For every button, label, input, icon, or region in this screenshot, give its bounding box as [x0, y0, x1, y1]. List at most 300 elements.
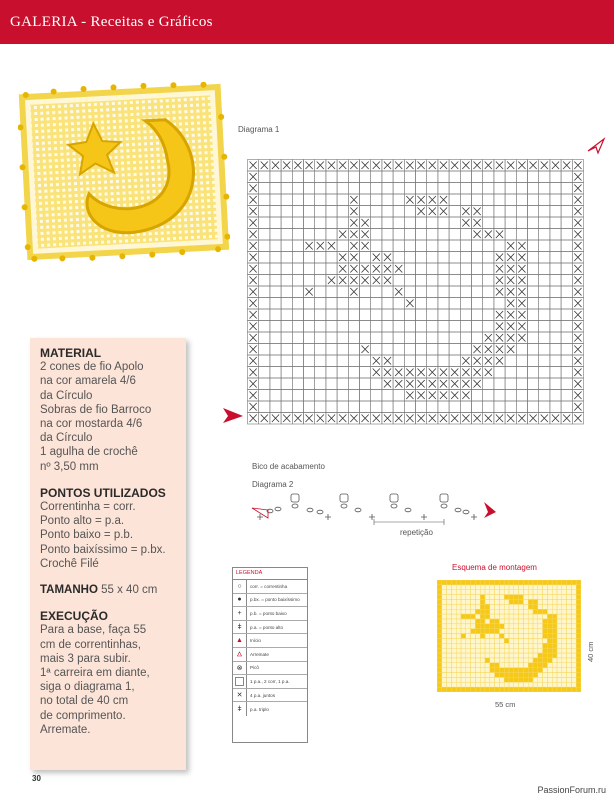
grid-cell: [449, 321, 460, 333]
grid-cell: [382, 390, 393, 402]
scheme-cell: [514, 673, 519, 678]
material-heading: MATERIAL: [40, 346, 102, 360]
filled-stitch: [462, 219, 469, 227]
double-crochet-icon: ǂ: [233, 621, 247, 634]
grid-cell: [505, 217, 516, 229]
legend-text: p.a. = ponto alto: [250, 624, 284, 630]
grid-cell: [304, 206, 315, 218]
grid-cell: [472, 332, 483, 344]
filled-stitch: [552, 162, 559, 170]
grid-cell: [416, 355, 427, 367]
scheme-cell: [504, 677, 509, 682]
scheme-cell: [437, 609, 442, 614]
grid-cell: [539, 194, 550, 206]
grid-cell: [472, 275, 483, 287]
filled-stitch: [496, 415, 503, 423]
grid-cell: [292, 344, 303, 356]
grid-cell: [281, 240, 292, 252]
legend-text: Picô: [250, 665, 259, 671]
grid-cell: [326, 332, 337, 344]
grid-cell: [505, 206, 516, 218]
grid-cell: [561, 263, 572, 275]
grid-cell: [292, 240, 303, 252]
grid-cell: [528, 321, 539, 333]
filled-stitch: [384, 357, 391, 365]
scheme-cell: [485, 687, 490, 692]
grid-cell: [438, 298, 449, 310]
grid-cell: [472, 298, 483, 310]
filled-stitch: [250, 208, 257, 216]
grid-cell: [561, 332, 572, 344]
scheme-cell: [437, 687, 442, 692]
scheme-cell: [528, 673, 533, 678]
grid-cell: [494, 367, 505, 379]
grid-cell: [360, 183, 371, 195]
filled-stitch: [429, 196, 436, 204]
grid-cell: [304, 263, 315, 275]
filled-stitch: [574, 231, 581, 239]
grid-cell: [460, 263, 471, 275]
filled-stitch: [250, 323, 257, 331]
grid-cell: [550, 378, 561, 390]
grid-cell: [561, 217, 572, 229]
grid-cell: [561, 229, 572, 241]
scheme-cell: [466, 687, 471, 692]
scheme-cell: [480, 604, 485, 609]
scheme-cell: [552, 580, 557, 585]
filled-stitch: [518, 242, 525, 250]
grid-cell: [416, 183, 427, 195]
filled-stitch: [418, 196, 425, 204]
grid-cell: [304, 344, 315, 356]
grid-cell: [259, 390, 270, 402]
filled-stitch: [406, 415, 413, 423]
grid-cell: [360, 194, 371, 206]
grid-cell: [483, 240, 494, 252]
grid-cell: [326, 344, 337, 356]
chain-icon: ○: [233, 580, 247, 593]
filled-stitch: [518, 334, 525, 342]
grid-cell: [449, 344, 460, 356]
grid-cell: [270, 286, 281, 298]
scheme-cell: [543, 629, 548, 634]
scheme-cell: [490, 629, 495, 634]
filled-stitch: [250, 415, 257, 423]
scheme-cell: [495, 580, 500, 585]
pontos-heading: PONTOS UTILIZADOS: [40, 485, 166, 500]
grid-cell: [505, 194, 516, 206]
assembly-scheme: [437, 580, 581, 692]
filled-stitch: [395, 265, 402, 273]
grid-cell: [438, 321, 449, 333]
scheme-cell: [475, 619, 480, 624]
filled-stitch: [429, 392, 436, 400]
scheme-cell: [475, 687, 480, 692]
grid-cell: [292, 171, 303, 183]
grid-cell: [483, 183, 494, 195]
grid-cell: [360, 252, 371, 264]
scheme-cell: [437, 673, 442, 678]
grid-cell: [404, 217, 415, 229]
grid-cell: [326, 378, 337, 390]
grid-cell: [315, 321, 326, 333]
grid-cell: [494, 390, 505, 402]
grid-cell: [382, 171, 393, 183]
grid-cell: [304, 390, 315, 402]
scheme-cell: [437, 585, 442, 590]
filled-stitch: [485, 369, 492, 377]
scheme-cell: [576, 599, 581, 604]
filled-stitch: [362, 277, 369, 285]
grid-cell: [281, 344, 292, 356]
scheme-title: Esquema de montagem: [452, 563, 537, 572]
grid-cell: [382, 194, 393, 206]
grid-cell: [304, 401, 315, 413]
scheme-cell: [547, 653, 552, 658]
filled-stitch: [485, 162, 492, 170]
filled-stitch: [462, 415, 469, 423]
grid-cell: [550, 240, 561, 252]
grid-cell: [360, 332, 371, 344]
material-line: 1 agulha de crochê: [40, 446, 138, 459]
filled-stitch: [574, 277, 581, 285]
grid-cell: [550, 321, 561, 333]
scheme-cell: [519, 687, 524, 692]
filled-stitch: [462, 369, 469, 377]
grid-cell: [483, 286, 494, 298]
scheme-cell: [485, 614, 490, 619]
grid-cell: [528, 390, 539, 402]
scheme-cell: [547, 658, 552, 663]
scheme-cell: [576, 682, 581, 687]
grid-cell: [427, 229, 438, 241]
filled-stitch: [518, 311, 525, 319]
grid-cell: [404, 206, 415, 218]
grid-cell: [360, 355, 371, 367]
grid-cell: [259, 171, 270, 183]
grid-cell: [505, 229, 516, 241]
filled-stitch: [406, 196, 413, 204]
grid-cell: [460, 229, 471, 241]
grid-cell: [382, 321, 393, 333]
scheme-cell: [499, 580, 504, 585]
grid-cell: [337, 378, 348, 390]
filled-stitch: [462, 380, 469, 388]
material-box: [30, 338, 186, 770]
execucao-line: 1ª carreira em diante,: [40, 667, 150, 680]
grid-cell: [528, 229, 539, 241]
grid-cell: [304, 194, 315, 206]
grid-cell: [371, 378, 382, 390]
scheme-cell: [495, 668, 500, 673]
tamanho-row: [40, 583, 176, 597]
grid-cell: [315, 252, 326, 264]
filled-stitch: [574, 346, 581, 354]
filled-stitch: [518, 265, 525, 273]
scheme-cell: [576, 668, 581, 673]
grid-cell: [348, 183, 359, 195]
grid-cell: [505, 390, 516, 402]
filled-stitch: [406, 300, 413, 308]
grid-cell: [259, 332, 270, 344]
grid-cell: [337, 367, 348, 379]
filled-stitch: [451, 380, 458, 388]
grid-cell: [281, 355, 292, 367]
grid-cell: [438, 217, 449, 229]
grid-cell: [539, 309, 550, 321]
scheme-cell: [543, 687, 548, 692]
scheme-cell: [442, 687, 447, 692]
grid-cell: [449, 183, 460, 195]
filled-stitch: [485, 415, 492, 423]
scheme-cell: [437, 658, 442, 663]
scheme-cell: [576, 614, 581, 619]
filled-stitch: [384, 415, 391, 423]
grid-cell: [304, 355, 315, 367]
filled-stitch: [474, 346, 481, 354]
grid-cell: [550, 229, 561, 241]
grid-cell: [416, 240, 427, 252]
scheme-cell: [552, 643, 557, 648]
filled-stitch: [384, 369, 391, 377]
cluster-icon: ✕: [233, 689, 247, 702]
grid-cell: [416, 344, 427, 356]
filled-stitch: [250, 196, 257, 204]
filled-stitch: [574, 392, 581, 400]
legend-row: [233, 648, 307, 662]
grid-cell: [460, 321, 471, 333]
grid-cell: [259, 344, 270, 356]
filled-stitch: [574, 265, 581, 273]
grid-cell: [270, 332, 281, 344]
scheme-cell: [576, 619, 581, 624]
grid-cell: [438, 183, 449, 195]
filled-stitch: [574, 185, 581, 193]
scheme-cell: [490, 624, 495, 629]
grid-cell: [371, 321, 382, 333]
scheme-cell: [490, 619, 495, 624]
grid-cell: [505, 171, 516, 183]
scheme-cell: [437, 624, 442, 629]
grid-cell: [315, 401, 326, 413]
filled-stitch: [462, 392, 469, 400]
scheme-cell: [475, 629, 480, 634]
grid-cell: [292, 378, 303, 390]
grid-cell: [304, 298, 315, 310]
filled-stitch: [496, 265, 503, 273]
grid-cell: [393, 240, 404, 252]
scheme-cell: [480, 580, 485, 585]
filled-stitch: [250, 242, 257, 250]
scheme-cell: [437, 580, 442, 585]
grid-cell: [528, 217, 539, 229]
grid-cell: [427, 286, 438, 298]
grid-cell: [438, 263, 449, 275]
grid-cell: [315, 378, 326, 390]
scheme-cell: [547, 687, 552, 692]
filled-stitch: [518, 300, 525, 308]
grid-cell: [449, 171, 460, 183]
scheme-cell: [437, 677, 442, 682]
grid-cell: [460, 171, 471, 183]
legend-box: [232, 567, 308, 743]
grid-cell: [281, 286, 292, 298]
grid-cell: [292, 298, 303, 310]
legend-text: Arremate: [250, 651, 269, 657]
scheme-cell: [504, 595, 509, 600]
scheme-cell: [485, 629, 490, 634]
grid-cell: [292, 252, 303, 264]
scheme-cell: [533, 658, 538, 663]
filled-stitch: [395, 415, 402, 423]
grid-cell: [393, 171, 404, 183]
scheme-cell: [576, 677, 581, 682]
grid-cell: [292, 286, 303, 298]
filled-stitch: [474, 231, 481, 239]
filled-stitch: [451, 369, 458, 377]
grid-cell: [550, 286, 561, 298]
scheme-cell: [528, 580, 533, 585]
grid-cell: [281, 252, 292, 264]
scheme-cell: [437, 599, 442, 604]
filled-stitch: [362, 231, 369, 239]
scheme-cell: [437, 604, 442, 609]
grid-cell: [315, 367, 326, 379]
grid-cell: [516, 194, 527, 206]
filled-stitch: [418, 369, 425, 377]
scheme-cell: [576, 634, 581, 639]
grid-cell: [382, 309, 393, 321]
scheme-cell: [475, 609, 480, 614]
scheme-cell: [480, 609, 485, 614]
grid-cell: [337, 217, 348, 229]
grid-cell: [326, 321, 337, 333]
grid-cell: [550, 217, 561, 229]
grid-cell: [393, 252, 404, 264]
scheme-cell: [437, 682, 442, 687]
grid-cell: [528, 286, 539, 298]
legend-text: 4 p.a. juntos: [250, 692, 276, 698]
scheme-cell: [533, 604, 538, 609]
grid-cell: [281, 217, 292, 229]
grid-cell: [550, 332, 561, 344]
filled-stitch: [418, 380, 425, 388]
filled-stitch: [507, 346, 514, 354]
grid-cell: [472, 390, 483, 402]
grid-cell: [270, 309, 281, 321]
grid-cell: [472, 183, 483, 195]
scheme-cell: [576, 687, 581, 692]
scheme-cell: [437, 634, 442, 639]
filled-stitch: [328, 162, 335, 170]
grid-cell: [505, 367, 516, 379]
finish-icon: ▲: [233, 648, 247, 661]
material-line: na cor amarela 4/6: [40, 375, 136, 388]
scheme-cell: [504, 580, 509, 585]
scheme-cell: [514, 668, 519, 673]
grid-cell: [539, 298, 550, 310]
grid-cell: [528, 275, 539, 287]
grid-cell: [382, 229, 393, 241]
diagram1-grid: [247, 159, 585, 425]
grid-cell: [550, 194, 561, 206]
grid-cell: [270, 263, 281, 275]
grid-cell: [483, 275, 494, 287]
grid-cell: [337, 171, 348, 183]
grid-cell: [561, 378, 572, 390]
grid-cell: [304, 217, 315, 229]
grid-cell: [528, 240, 539, 252]
grid-cell: [483, 401, 494, 413]
filled-stitch: [418, 392, 425, 400]
grid-cell: [416, 321, 427, 333]
filled-stitch: [350, 254, 357, 262]
grid-cell: [460, 194, 471, 206]
scheme-cell: [533, 673, 538, 678]
grid-cell: [550, 275, 561, 287]
filled-stitch: [317, 242, 324, 250]
filled-stitch: [250, 311, 257, 319]
scheme-cell: [480, 595, 485, 600]
grid-cell: [528, 309, 539, 321]
legend-row: [233, 607, 307, 621]
filled-stitch: [384, 254, 391, 262]
grid-cell: [427, 263, 438, 275]
grid-cell: [337, 240, 348, 252]
scheme-cell: [471, 629, 476, 634]
grid-cell: [259, 217, 270, 229]
grid-cell: [270, 321, 281, 333]
grid-cell: [326, 171, 337, 183]
filled-stitch: [451, 162, 458, 170]
grid-cell: [427, 240, 438, 252]
filled-stitch: [496, 162, 503, 170]
grid-cell: [539, 229, 550, 241]
filled-stitch: [518, 162, 525, 170]
grid-cell: [494, 401, 505, 413]
grid-cell: [281, 275, 292, 287]
filled-stitch: [362, 415, 369, 423]
grid-cell: [449, 309, 460, 321]
grid-cell: [270, 252, 281, 264]
grid-cell: [371, 286, 382, 298]
grid-cell: [528, 355, 539, 367]
legend-row: [233, 621, 307, 635]
grid-cell: [326, 401, 337, 413]
filled-stitch: [384, 162, 391, 170]
scheme-cell: [547, 629, 552, 634]
filled-stitch: [518, 323, 525, 331]
scheme-cell: [576, 658, 581, 663]
filled-stitch: [250, 392, 257, 400]
grid-cell: [505, 183, 516, 195]
scheme-cell: [538, 663, 543, 668]
grid-cell: [326, 206, 337, 218]
grid-cell: [259, 275, 270, 287]
grid-cell: [427, 171, 438, 183]
grid-cell: [416, 217, 427, 229]
grid-cell: [416, 252, 427, 264]
grid-cell: [472, 321, 483, 333]
grid-cell: [281, 171, 292, 183]
grid-cell: [472, 401, 483, 413]
filled-stitch: [362, 242, 369, 250]
grid-cell: [404, 252, 415, 264]
filled-stitch: [485, 346, 492, 354]
grid-cell: [438, 252, 449, 264]
grid-cell: [382, 206, 393, 218]
grid-cell: [404, 275, 415, 287]
